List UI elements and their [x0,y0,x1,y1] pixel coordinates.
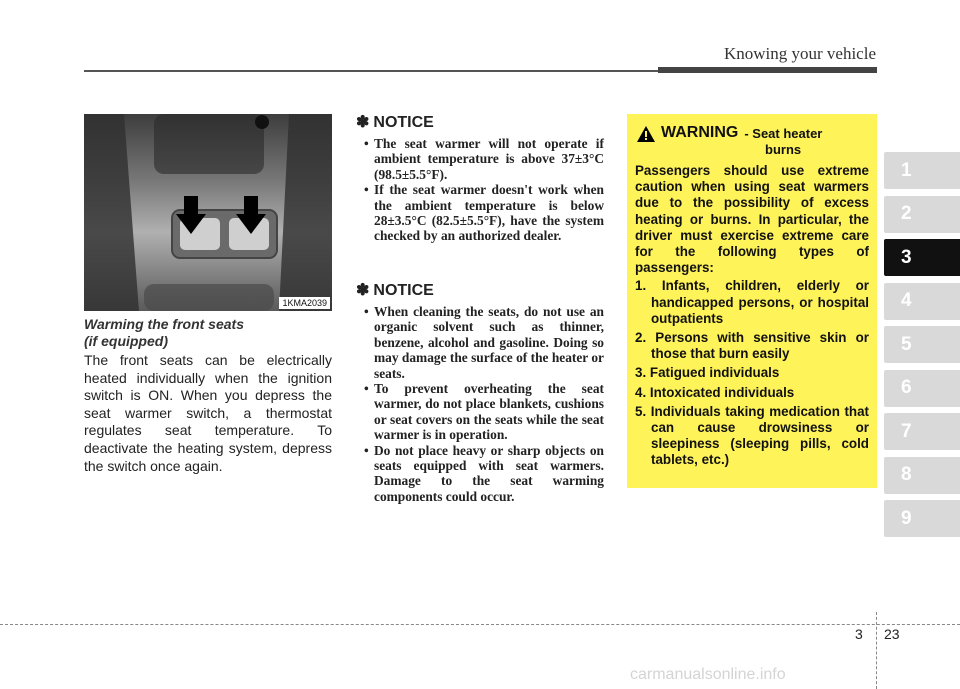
notice-star-icon: ✽ [356,282,370,299]
warning-header [637,124,869,142]
notice-item: • When cleaning the seats, do not use an organic solvent such as thinner, benzene, alcohol and gasoline. Doing so may damage the surface of the heater or seats. [356,304,604,381]
section-heading-qualifier: (if equipped) [84,333,168,349]
seat-heater-photo [84,114,332,311]
warning-list-item: 4. Intoxicated individuals [635,384,795,400]
warning-list-item: 5. Individuals taking medication that can cause drowsiness or sleepiness (sleeping pills, cold tablets, etc.) [635,403,869,468]
warning-list-item: 2. Persons with sensitive skin or those that burn easily [635,330,869,362]
notice-care [356,280,604,504]
chapter-tab-3[interactable]: 3 [884,239,960,276]
chapter-tab-9[interactable]: 9 [884,500,960,537]
warning-text: Passengers should use extreme caution when using seat warmers due to the possibility of excess heating or burns. In particular, the driver must exercise extreme care for the following types of passengers: [635,163,869,276]
warning-list-item: 3. Fatigued individuals [635,365,780,381]
warning-subtitle-line1: - Seat heater [744,126,823,141]
chapter-tab-5[interactable]: 5 [884,326,960,363]
page-number: 23 [884,626,900,642]
warning-subtitle-line2: burns [765,142,802,157]
warning-box [627,114,877,488]
notice-star-icon: ✽ [356,114,370,131]
chapter-tab-7[interactable]: 7 [884,413,960,450]
warning-word: WARNING [661,124,739,141]
chapter-tab-2[interactable]: 2 [884,196,960,233]
chapter-tabs [884,152,960,544]
watermark: carmanualsonline.info [630,666,786,683]
chapter-tab-8[interactable]: 8 [884,457,960,494]
chapter-tab-4[interactable]: 4 [884,283,960,320]
page-section: 3 [855,626,863,642]
chapter-tab-1[interactable]: 1 [884,152,960,189]
warning-subtitle [744,126,822,141]
header-rule-thick [658,67,877,73]
notice-heading-text: NOTICE [373,282,434,299]
notice-item: • Do not place heavy or sharp objects on seats equipped with seat warmers. Damage to the seat warming components could occur. [356,443,604,505]
notice-operation [356,112,604,244]
notice-item: • The seat warmer will not operate if ambient temperature is above 37±3°C (98.5±5.5°F). [356,136,604,182]
warning-triangle-icon [637,126,655,142]
seat-heater-switch-illustration [84,114,332,311]
notice-item: • To prevent overheating the seat warmer, do not place blankets, cushions or seat covers on the seats while the seat warmer is in operation. [356,381,604,443]
photo-label: 1KMA2039 [279,297,330,309]
section-heading [84,316,332,350]
notice-item: • If the seat warmer doesn't work when the ambient temperature is below 28±3.5°C (82.5±5.5°F), have the system checked by an authorized dealer. [356,182,604,244]
footer-rule [0,624,960,625]
notice-heading-text: NOTICE [373,114,434,131]
header-title: Knowing your vehicle [723,44,876,63]
warning-list-item: 1. Infants, children, elderly or handicapped persons, or hospital outpatients [635,278,869,326]
section-body: The front seats can be electrically heated individually when the ignition switch is ON. When you depress the seat warmer switch, a thermostat regulates seat temperature. To deactivate the heating system, depress the switch once again. [84,352,332,474]
warning-list [635,278,869,468]
notice-heading [356,280,604,300]
footer-divider [876,612,877,689]
chapter-tab-6[interactable]: 6 [884,370,960,407]
notice-heading [356,112,604,132]
section-heading-title: Warming the front seats [84,316,244,332]
header-rule [84,70,658,72]
